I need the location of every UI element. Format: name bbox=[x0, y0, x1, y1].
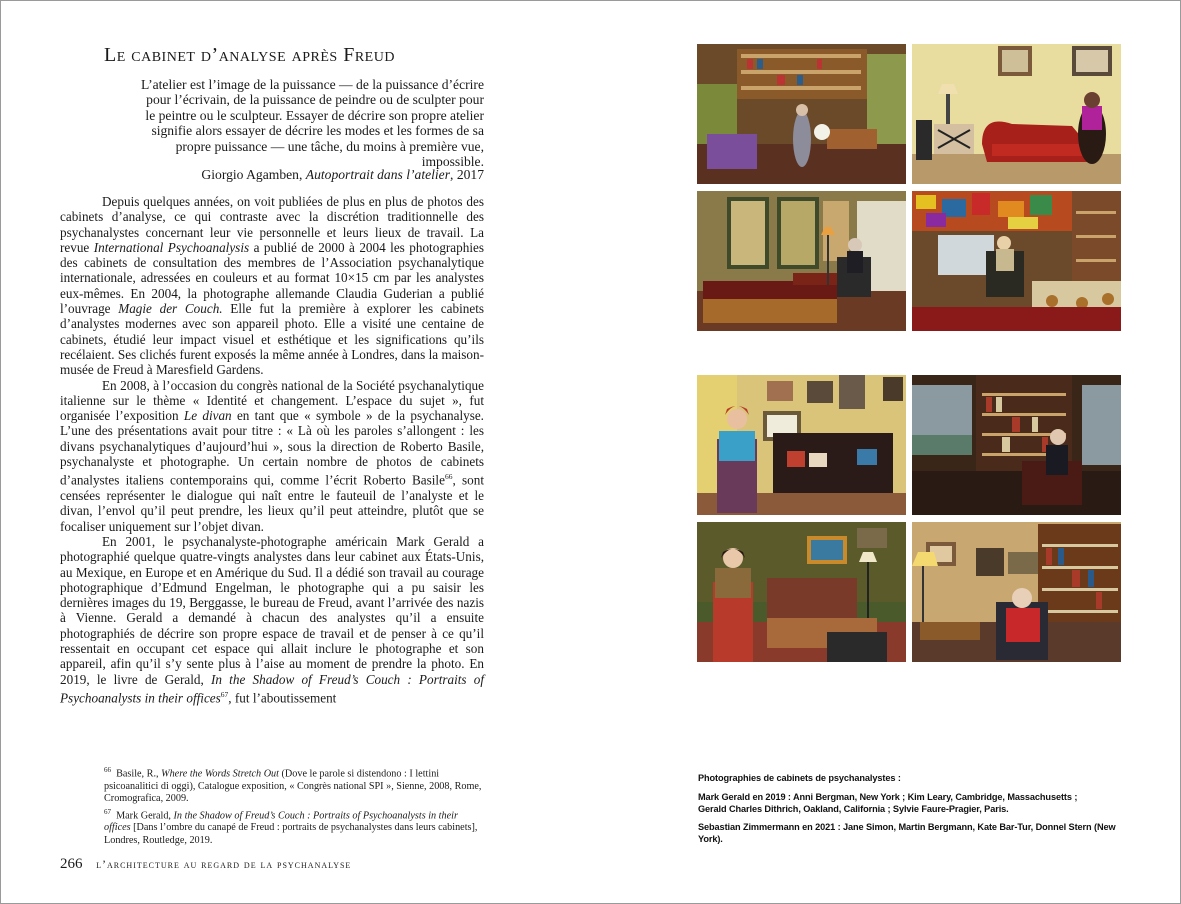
epigraph-work: Autoportrait dans l’atelier bbox=[305, 167, 451, 182]
epigraph-source bbox=[140, 167, 484, 183]
epigraph-author: Giorgio Agamben, bbox=[201, 167, 303, 182]
page-number: 266 bbox=[60, 856, 83, 872]
footnotes bbox=[104, 764, 484, 847]
office-photo-8 bbox=[912, 522, 1121, 662]
footnote-67: $^{67}$ Mark Gerald, In the Shadow of Freud’s Couch : Portraits of Psychoanalysts in their offices [Dans l’ombre du canapé de Freud : portraits de psychanalystes dans leurs cabinets], Londres, Routledge, 2019. bbox=[104, 807, 478, 846]
paragraph-1: Depuis quelques années, on voit publiées de plus en plus de photos des cabinets d’analyse, ce qui contraste avec la discrétion traditionnelle des psychanalystes concernant leur vie personnelle et leurs lieux de travail. La revue International Psychoanalysis a publié de 2000 à 2004 les photographies des cabinets de consultation des membres de l’Association psychanalytique internationale, adressées en couleurs et au format 10×15 cm par les analystes eux-mêmes. En 2004, la photographe allemande Claudia Guderian a publié l’ouvrage Magie der Couch. Elle fut la première à explorer les cabinets d’analystes modernes avec son appareil photo. Elle a visité une centaine de cabinets, étudié leur impact visuel et esthétique et les significations qu’ils recélaient. Ses clichés furent exposés la même année à Londres, dans la maison-musée de Freud à Maresfield Gardens. bbox=[60, 194, 484, 378]
main-text bbox=[60, 194, 484, 706]
running-head: l’architecture au regard de la psychanalyse bbox=[96, 859, 352, 871]
paragraph-3: En 2001, le psychanalyste-photographe américain Mark Gerald a photographié quelque quatre-vingts analystes dans leur cabinet aux États-Unis, au Mexique, en Europe et en Amérique du Sud. Il a dédié son travail au courage photographique d’Edmund Engelman, le photographe qui a pu saisir les dernières images du 19, Berggasse, le bureau de Freud, avant l’arrivée des nazis à Vienne. Gerald a demandé à chacun des analystes qu’il a ensuite photographiés de décrire son propre espace de travail et de penser à ce qu’il ressentait en occupant cet espace qui allait inclure le photographe et son appareil, afin qu’il s’y sente plus à l’aise au moment de prendre la photo. En 2019, le livre de Gerald, In the Shadow of Freud’s Couch : Portraits of Psychoanalysts in their offices$^{67}$, fut l’aboutissement bbox=[60, 533, 485, 706]
footnote-ref-66[interactable]: 66 bbox=[444, 472, 453, 482]
caption-heading: Photographies de cabinets de psychanalystes : bbox=[698, 773, 901, 783]
office-photo-6 bbox=[912, 375, 1121, 515]
office-photo-3 bbox=[697, 191, 906, 331]
page-footer bbox=[60, 856, 351, 873]
caption-zimmermann: Sebastian Zimmermann en 2021 : Jane Simon, Martin Bergmann, Kate Bar-Tur, Donnel Stern (New York). bbox=[698, 822, 1116, 844]
office-photo-5 bbox=[697, 375, 906, 515]
epigraph-year: , 2017 bbox=[450, 167, 484, 182]
office-photo-7 bbox=[697, 522, 906, 662]
office-photo-4 bbox=[912, 191, 1121, 331]
paragraph-2: En 2008, à l’occasion du congrès national de la Société psychanalytique italienne sur le thème « Identité et changement. L’espace du sujet », fut organisée l’exposition Le divan en tant que « symbole » de la psychanalyse. L’une des présentations avait pour titre : « Là où les paroles s’allongent : les divans psychanalytiques d’aujourd’hui », sous la direction de Roberto Basile, psychanalyste et photographe. Un certain nombre de photos de cabinets d’analystes italiens contemporains qui, comme l’écrit Roberto Basile$^{66}$, sont censées représenter le dialogue qui naît entre le fauteuil de l’analyste et le divan, l’envol qu’il peut prendre, les lieux qu’il peut atteindre, plutôt que se focaliser uniquement sur l’objet divan. bbox=[60, 377, 485, 534]
epigraph: L’atelier est l’image de la puissance — de la puissance d’écrire pour l’écrivain, de la puissance de peindre ou de sculpter pour le peintre ou le sculpteur. Essayer de décrire son propre atelier signifie alors essayer de décrire les modes et les formes de sa propre puissance — une tâche, du moins à première vue, impossible. bbox=[141, 77, 484, 170]
office-photo-2 bbox=[912, 44, 1121, 184]
footnote-66: $^{66}$ Basile, R., Where the Words Stretch Out (Dove le parole si distendono : I lettini psicoanalitici di oggi), Catalogue exposition, « Congrès national SPI », Sienne, 2008, Rome, Cromografica, 2009. bbox=[104, 766, 482, 805]
footnote-ref-67[interactable]: 67 bbox=[220, 689, 229, 699]
office-photo-1 bbox=[697, 44, 906, 184]
chapter-title: Le cabinet d’analyse après Freud bbox=[104, 44, 395, 66]
caption-gerald: Mark Gerald en 2019 : Anni Bergman, New York ; Kim Leary, Cambridge, Massachusetts ; Gerald Charles Dithrich, Oakland, California ; Sylvie Faure-Pragier, Paris. bbox=[698, 792, 1078, 814]
